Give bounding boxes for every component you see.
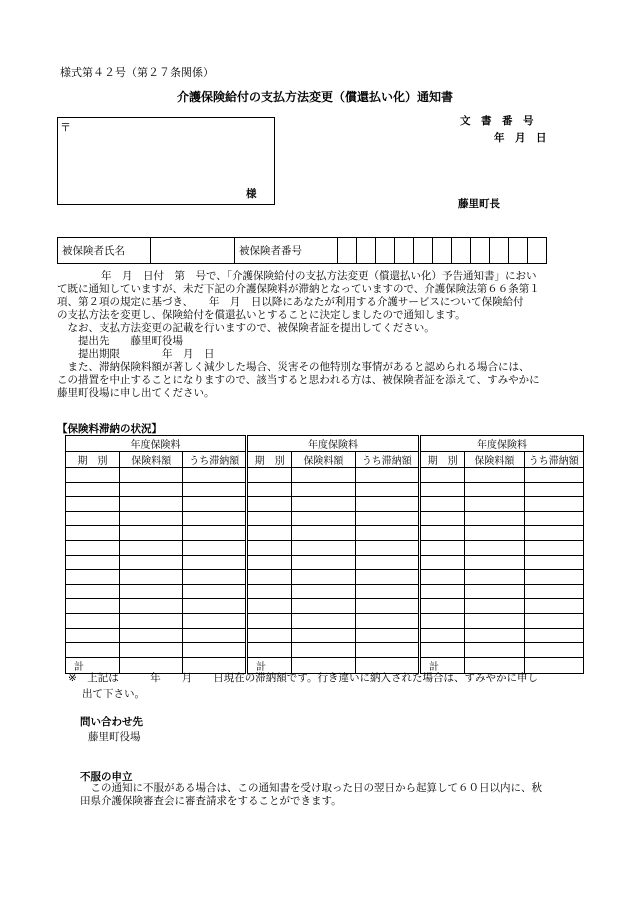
arrears-heading: 【保険料滞納の状況】: [57, 423, 162, 435]
doc-number-label: 文 書 番 号: [460, 115, 534, 127]
arrears-cell[interactable]: [524, 628, 583, 643]
arrears-row: [421, 570, 584, 585]
arrears-row: [248, 643, 419, 658]
arrears-cell[interactable]: [120, 555, 183, 570]
arrears-cell[interactable]: [248, 497, 292, 512]
address-box: [57, 117, 275, 205]
col-amount-header: 保険料額: [465, 452, 524, 468]
body-line: 年 月 日付 第 号で、「介護保険給付の支払方法変更（償還払い化）予告通知書」におい: [101, 270, 537, 282]
arrears-cell[interactable]: [183, 511, 246, 526]
arrears-cell[interactable]: [355, 584, 418, 599]
note-line: ※ 上記は 年 月 日現在の滞納額です。行き違いに納入された場合は、すみやかに申し: [68, 672, 538, 684]
arrears-cell[interactable]: [66, 584, 120, 599]
arrears-cell[interactable]: [248, 584, 292, 599]
arrears-cell[interactable]: [465, 482, 524, 497]
submission-deadline: 提出期限 年 月 日: [57, 348, 215, 360]
arrears-cell[interactable]: [248, 511, 292, 526]
body-line: の支払方法を変更し、保険給付を償還払いとすることに決定しましたので通知します。: [57, 309, 466, 321]
arrears-cell[interactable]: [524, 540, 583, 555]
arrears-cell[interactable]: [421, 599, 465, 614]
insured-number-cell[interactable]: [528, 238, 547, 264]
insured-number-cell[interactable]: [509, 238, 528, 264]
arrears-cell[interactable]: [183, 468, 246, 483]
arrears-cell[interactable]: [355, 511, 418, 526]
arrears-cell[interactable]: [66, 643, 120, 658]
arrears-cell[interactable]: [421, 643, 465, 658]
arrears-row: [66, 584, 246, 599]
arrears-cell[interactable]: [355, 613, 418, 628]
arrears-cell[interactable]: [524, 511, 583, 526]
arrears-row: [248, 526, 419, 541]
arrears-cell[interactable]: [465, 570, 524, 585]
submission-place: 提出先 藤里町役場: [57, 335, 183, 347]
arrears-cell[interactable]: [355, 540, 418, 555]
arrears-cell[interactable]: [292, 584, 355, 599]
arrears-row: [66, 599, 246, 614]
arrears-row: [66, 540, 246, 555]
arrears-row: [66, 613, 246, 628]
arrears-row: [248, 555, 419, 570]
arrears-row: [66, 511, 246, 526]
arrears-row: [66, 497, 246, 512]
arrears-cell[interactable]: [183, 613, 246, 628]
insured-number-cell[interactable]: [471, 238, 490, 264]
insured-number-cell[interactable]: [357, 238, 376, 264]
arrears-cell[interactable]: [465, 643, 524, 658]
arrears-cell[interactable]: [183, 584, 246, 599]
fiscal-year-header: 年度保険料: [248, 436, 419, 452]
arrears-cell[interactable]: [524, 497, 583, 512]
arrears-cell[interactable]: [248, 555, 292, 570]
issuer-name: 藤里町長: [458, 198, 500, 210]
arrears-cell[interactable]: [183, 628, 246, 643]
arrears-cell[interactable]: [120, 628, 183, 643]
arrears-row: [66, 643, 246, 658]
insured-number-label: 被保険者番号: [235, 238, 338, 264]
arrears-cell[interactable]: [248, 570, 292, 585]
arrears-cell[interactable]: [465, 599, 524, 614]
arrears-cell[interactable]: [66, 555, 120, 570]
arrears-cell[interactable]: [421, 468, 465, 483]
arrears-cell[interactable]: [292, 555, 355, 570]
arrears-cell[interactable]: [292, 497, 355, 512]
arrears-cell[interactable]: [120, 570, 183, 585]
arrears-cell[interactable]: [355, 526, 418, 541]
arrears-cell[interactable]: [355, 468, 418, 483]
body-line: また、滞納保険料額が著しく減少した場合、災害その他特別な事情があると認められる場合には、: [57, 361, 530, 373]
appeal-line: 田県介護保険審査会に審査請求をすることができます。: [80, 795, 342, 807]
arrears-cell[interactable]: [465, 540, 524, 555]
arrears-cell[interactable]: [66, 628, 120, 643]
body-line: なお、支払方法変更の記載を行いますので、被保険者証を提出してください。: [57, 322, 435, 334]
arrears-cell[interactable]: [355, 628, 418, 643]
arrears-row: [66, 628, 246, 643]
arrears-cell[interactable]: [248, 613, 292, 628]
arrears-cell[interactable]: [421, 628, 465, 643]
arrears-cell[interactable]: [292, 628, 355, 643]
arrears-cell[interactable]: [524, 468, 583, 483]
col-unpaid-header: うち滞納額: [524, 452, 583, 468]
arrears-row: [66, 526, 246, 541]
arrears-cell[interactable]: [120, 511, 183, 526]
contact-heading: 問い合わせ先: [80, 716, 143, 728]
arrears-row: [66, 555, 246, 570]
arrears-row: [66, 570, 246, 585]
arrears-cell[interactable]: [421, 570, 465, 585]
arrears-row: [248, 511, 419, 526]
arrears-cell[interactable]: [120, 599, 183, 614]
arrears-cell[interactable]: [465, 511, 524, 526]
arrears-cell[interactable]: [120, 526, 183, 541]
arrears-row: [421, 497, 584, 512]
body-line: て既に通知していますが、未だ下記の介護保険料が滞納となっていますので、介護保険法第６６条第１: [57, 283, 540, 295]
arrears-cell[interactable]: [421, 584, 465, 599]
col-period-header: 期 別: [248, 452, 292, 468]
arrears-cell[interactable]: [248, 482, 292, 497]
arrears-cell[interactable]: [524, 555, 583, 570]
col-period-header: 期 別: [66, 452, 120, 468]
arrears-cell[interactable]: [421, 482, 465, 497]
arrears-cell[interactable]: [66, 468, 120, 483]
arrears-cell[interactable]: [120, 613, 183, 628]
arrears-row: [248, 628, 419, 643]
arrears-cell[interactable]: [248, 526, 292, 541]
arrears-cell[interactable]: [66, 570, 120, 585]
arrears-cell[interactable]: [524, 570, 583, 585]
arrears-cell[interactable]: [183, 599, 246, 614]
arrears-cell[interactable]: [421, 540, 465, 555]
contact-office: 藤里町役場: [88, 731, 141, 743]
arrears-table: [420, 435, 584, 674]
arrears-cell[interactable]: [421, 555, 465, 570]
arrears-cell[interactable]: [248, 628, 292, 643]
col-amount-header: 保険料額: [292, 452, 355, 468]
arrears-cell[interactable]: [355, 497, 418, 512]
arrears-cell[interactable]: [421, 511, 465, 526]
arrears-row: [248, 570, 419, 585]
col-unpaid-header: うち滞納額: [183, 452, 246, 468]
col-amount-header: 保険料額: [120, 452, 183, 468]
arrears-cell[interactable]: [66, 497, 120, 512]
appeal-line: この通知に不服がある場合は、この通知書を受け取った日の翌日から起算して６０日以内に、秋: [80, 782, 542, 794]
arrears-cell[interactable]: [421, 497, 465, 512]
arrears-cell[interactable]: [292, 570, 355, 585]
insured-info-table: [57, 237, 547, 264]
arrears-cell[interactable]: [183, 570, 246, 585]
arrears-cell[interactable]: [465, 584, 524, 599]
arrears-cell[interactable]: [465, 555, 524, 570]
arrears-cell[interactable]: [421, 613, 465, 628]
arrears-cell[interactable]: [355, 555, 418, 570]
arrears-cell[interactable]: [183, 555, 246, 570]
arrears-cell[interactable]: [120, 497, 183, 512]
arrears-cell[interactable]: [465, 526, 524, 541]
arrears-cell[interactable]: [292, 468, 355, 483]
insured-number-cell[interactable]: [395, 238, 414, 264]
arrears-cell[interactable]: [524, 526, 583, 541]
fiscal-year-header: 年度保険料: [421, 436, 584, 452]
arrears-cell[interactable]: [524, 599, 583, 614]
arrears-cell[interactable]: [120, 584, 183, 599]
arrears-cell[interactable]: [66, 511, 120, 526]
arrears-cell[interactable]: [524, 584, 583, 599]
arrears-cell[interactable]: [248, 540, 292, 555]
arrears-cell[interactable]: [66, 482, 120, 497]
arrears-cell[interactable]: [183, 643, 246, 658]
col-period-header: 期 別: [421, 452, 465, 468]
arrears-cell[interactable]: [292, 540, 355, 555]
arrears-cell[interactable]: [524, 482, 583, 497]
arrears-cell[interactable]: [248, 643, 292, 658]
arrears-cell[interactable]: [120, 540, 183, 555]
arrears-cell[interactable]: [292, 613, 355, 628]
arrears-cell[interactable]: [120, 482, 183, 497]
insured-number-cell[interactable]: [376, 238, 395, 264]
arrears-row: [421, 555, 584, 570]
insured-number-cell[interactable]: [490, 238, 509, 264]
arrears-row: [421, 540, 584, 555]
fiscal-year-header: 年度保険料: [66, 436, 246, 452]
arrears-note: [68, 670, 538, 702]
appeal-heading: 不服の申立: [80, 771, 133, 783]
arrears-cell[interactable]: [66, 526, 120, 541]
arrears-cell[interactable]: [292, 482, 355, 497]
arrears-table: [65, 435, 246, 674]
arrears-row: [421, 584, 584, 599]
arrears-row: [248, 468, 419, 483]
arrears-row: [248, 497, 419, 512]
arrears-cell[interactable]: [183, 497, 246, 512]
arrears-cell[interactable]: [465, 497, 524, 512]
arrears-cell[interactable]: [355, 599, 418, 614]
document-title: 介護保険給付の支払方法変更（償還払い化）通知書: [176, 90, 453, 104]
arrears-row: [421, 599, 584, 614]
arrears-row: [248, 599, 419, 614]
arrears-cell[interactable]: [248, 599, 292, 614]
col-unpaid-header: うち滞納額: [355, 452, 418, 468]
note-line: 出て下さい。: [82, 688, 145, 700]
arrears-row: [421, 482, 584, 497]
insured-number-cell[interactable]: [452, 238, 471, 264]
arrears-cell[interactable]: [292, 526, 355, 541]
arrears-row: [248, 540, 419, 555]
arrears-cell[interactable]: [465, 468, 524, 483]
arrears-row: [66, 482, 246, 497]
appeal-text: [80, 782, 542, 808]
body-line: 項、第２項の規定に基づき、 年 月 日以降にあなたが利用する介護サービスについて保険給付: [57, 296, 524, 308]
arrears-cell[interactable]: [120, 468, 183, 483]
arrears-cell[interactable]: [524, 613, 583, 628]
arrears-cell[interactable]: [183, 526, 246, 541]
doc-date-label: 年 月 日: [494, 132, 547, 144]
arrears-row: [248, 613, 419, 628]
arrears-cell[interactable]: [248, 468, 292, 483]
arrears-cell[interactable]: [292, 511, 355, 526]
arrears-row: [248, 482, 419, 497]
insured-name-label: 被保険者氏名: [58, 238, 151, 264]
insured-number-cell[interactable]: [433, 238, 452, 264]
arrears-row: [421, 526, 584, 541]
arrears-cell[interactable]: [292, 599, 355, 614]
total-label: 計: [248, 657, 292, 673]
arrears-cell[interactable]: [183, 540, 246, 555]
body-line: この措置を中止することになりますので、該当すると思われる方は、被保険者証を添えて、すみやかに: [57, 374, 540, 386]
arrears-row: [66, 468, 246, 483]
arrears-cell[interactable]: [66, 540, 120, 555]
arrears-row: [421, 643, 584, 658]
body-text: [57, 270, 577, 400]
arrears-cell[interactable]: [292, 643, 355, 658]
arrears-cell[interactable]: [421, 526, 465, 541]
arrears-cell[interactable]: [524, 643, 583, 658]
arrears-cell[interactable]: [465, 628, 524, 643]
form-number: 様式第４２号（第２７条関係）: [60, 66, 214, 79]
arrears-cell[interactable]: [183, 482, 246, 497]
body-line: 藤里町役場に申し出てください。: [57, 387, 215, 399]
arrears-cell[interactable]: [355, 570, 418, 585]
arrears-cell[interactable]: [66, 599, 120, 614]
arrears-cell[interactable]: [465, 613, 524, 628]
arrears-cell[interactable]: [355, 482, 418, 497]
arrears-row: [421, 628, 584, 643]
total-label: 計: [421, 657, 465, 673]
arrears-row: [248, 584, 419, 599]
total-label: 計: [66, 657, 120, 673]
arrears-cell[interactable]: [120, 643, 183, 658]
arrears-cell[interactable]: [66, 613, 120, 628]
arrears-row: [421, 468, 584, 483]
insured-name-field[interactable]: [151, 238, 235, 264]
arrears-table: [247, 435, 419, 674]
postal-mark: 〒: [60, 121, 71, 134]
arrears-row: [421, 511, 584, 526]
arrears-row: [421, 613, 584, 628]
insured-number-cell[interactable]: [414, 238, 433, 264]
insured-number-cell[interactable]: [338, 238, 357, 264]
honorific-sama: 様: [246, 188, 257, 200]
arrears-cell[interactable]: [355, 643, 418, 658]
